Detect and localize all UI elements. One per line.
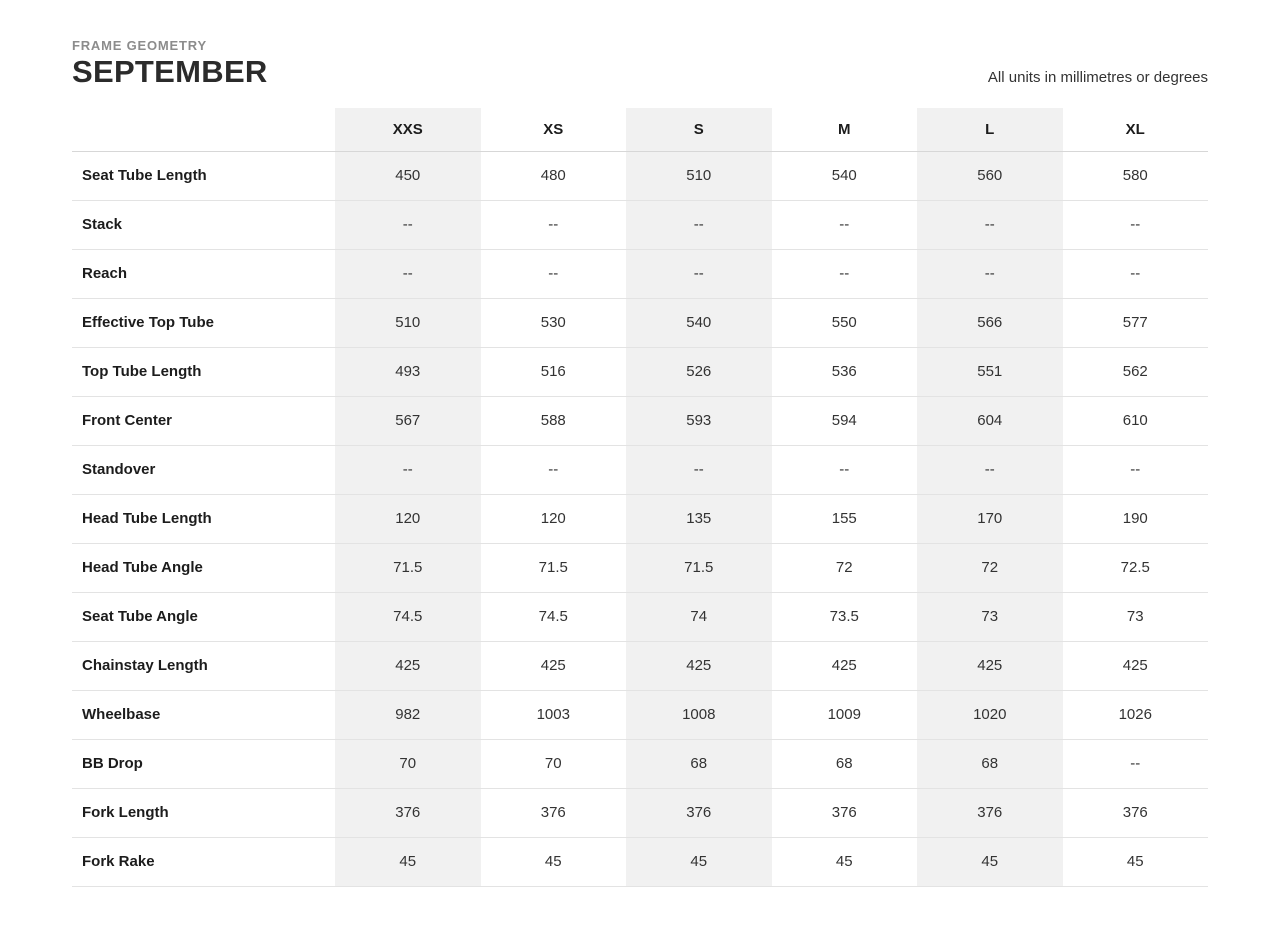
cell-value: 1008: [626, 690, 772, 739]
cell-value: --: [917, 200, 1063, 249]
cell-value: 593: [626, 396, 772, 445]
row-label: Wheelbase: [82, 706, 161, 724]
cell-value: 1020: [917, 690, 1063, 739]
corner-cell: [72, 108, 335, 151]
cell-value: 425: [917, 641, 1063, 690]
cell-value: 68: [626, 739, 772, 788]
cell-value: --: [839, 461, 850, 479]
cell-value: 45: [917, 837, 1063, 886]
row-label: Fork Length: [82, 804, 169, 822]
cell-value: 376: [335, 788, 481, 837]
frame-geometry-eyebrow: FRAME GEOMETRY: [72, 38, 207, 53]
table-row: [72, 249, 1208, 298]
cell-value: 480: [540, 167, 566, 185]
cell-value: 45: [544, 853, 562, 871]
cell-value: 74.5: [538, 608, 568, 626]
cell-value: 120: [335, 494, 481, 543]
cell-value: 510: [335, 298, 481, 347]
cell-value: --: [335, 445, 481, 494]
page-header: [72, 38, 1208, 89]
size-header-xxs: XXS: [335, 108, 481, 151]
cell-value: --: [548, 216, 559, 234]
cell-value: --: [839, 265, 850, 283]
cell-value: 425: [626, 641, 772, 690]
cell-value: 45: [835, 853, 853, 871]
cell-value: 68: [917, 739, 1063, 788]
table-row: [72, 690, 1208, 739]
cell-value: 560: [917, 151, 1063, 200]
table-row: [72, 592, 1208, 641]
table-row: [72, 347, 1208, 396]
cell-value: --: [1130, 216, 1141, 234]
cell-value: 516: [540, 363, 566, 381]
cell-value: 73.5: [829, 608, 859, 626]
cell-value: --: [839, 216, 850, 234]
row-label: Head Tube Length: [82, 510, 212, 528]
cell-value: 493: [335, 347, 481, 396]
size-header-m: M: [772, 108, 918, 151]
cell-value: 45: [1126, 853, 1144, 871]
row-label: Effective Top Tube: [82, 314, 214, 332]
cell-value: 45: [335, 837, 481, 886]
table-row: [72, 298, 1208, 347]
units-note: All units in millimetres or degrees: [987, 69, 1208, 87]
row-label: Head Tube Angle: [82, 559, 203, 577]
page-title: SEPTEMBER: [72, 54, 268, 89]
cell-value: 71.5: [335, 543, 481, 592]
cell-value: --: [1130, 461, 1141, 479]
title-block: [72, 38, 268, 89]
cell-value: 580: [1122, 167, 1148, 185]
geometry-table-head: [72, 108, 1208, 151]
row-label: BB Drop: [82, 755, 143, 773]
cell-value: --: [548, 461, 559, 479]
row-label: Top Tube Length: [82, 363, 202, 381]
cell-value: 155: [831, 510, 857, 528]
row-label: Seat Tube Angle: [82, 608, 198, 626]
cell-value: 190: [1122, 510, 1148, 528]
row-label: Front Center: [82, 412, 172, 430]
cell-value: 45: [626, 837, 772, 886]
cell-value: --: [335, 249, 481, 298]
cell-value: 71.5: [538, 559, 568, 577]
cell-value: 566: [917, 298, 1063, 347]
cell-value: --: [626, 200, 772, 249]
cell-value: 72: [835, 559, 853, 577]
size-header-l: L: [917, 108, 1063, 151]
cell-value: 170: [917, 494, 1063, 543]
cell-value: 551: [917, 347, 1063, 396]
cell-value: 74: [626, 592, 772, 641]
cell-value: --: [335, 200, 481, 249]
cell-value: 540: [626, 298, 772, 347]
cell-value: 450: [335, 151, 481, 200]
cell-value: 577: [1122, 314, 1148, 332]
table-row: [72, 641, 1208, 690]
table-row: [72, 837, 1208, 886]
row-label: Seat Tube Length: [82, 167, 207, 185]
cell-value: --: [626, 445, 772, 494]
cell-value: 376: [540, 804, 566, 822]
cell-value: 70: [544, 755, 562, 773]
cell-value: 71.5: [626, 543, 772, 592]
cell-value: 982: [335, 690, 481, 739]
row-label: Reach: [82, 265, 128, 283]
cell-value: 604: [917, 396, 1063, 445]
geometry-table-body: [72, 151, 1208, 886]
row-label: Chainstay Length: [82, 657, 208, 675]
cell-value: 536: [831, 363, 857, 381]
row-label: Stack: [82, 216, 123, 234]
table-row: [72, 445, 1208, 494]
table-row: [72, 200, 1208, 249]
cell-value: --: [1130, 755, 1141, 773]
table-row: [72, 494, 1208, 543]
cell-value: 567: [335, 396, 481, 445]
cell-value: 1009: [827, 706, 861, 724]
table-row: [72, 396, 1208, 445]
cell-value: 1003: [536, 706, 570, 724]
cell-value: 73: [917, 592, 1063, 641]
cell-value: --: [1130, 265, 1141, 283]
cell-value: 550: [831, 314, 857, 332]
cell-value: 68: [835, 755, 853, 773]
table-row: [72, 151, 1208, 200]
cell-value: 376: [831, 804, 857, 822]
cell-value: 376: [1122, 804, 1148, 822]
cell-value: 1026: [1118, 706, 1152, 724]
size-header-row: [72, 108, 1208, 151]
size-header-s: S: [626, 108, 772, 151]
cell-value: --: [548, 265, 559, 283]
frame-geometry-table: [72, 108, 1208, 887]
cell-value: --: [626, 249, 772, 298]
cell-value: 540: [831, 167, 857, 185]
cell-value: 376: [626, 788, 772, 837]
cell-value: 425: [540, 657, 566, 675]
cell-value: 510: [626, 151, 772, 200]
cell-value: 73: [1126, 608, 1144, 626]
size-header-xs: XS: [481, 108, 627, 151]
cell-value: 70: [335, 739, 481, 788]
table-row: [72, 739, 1208, 788]
size-header-xl: XL: [1063, 108, 1209, 151]
table-row: [72, 788, 1208, 837]
cell-value: 425: [831, 657, 857, 675]
cell-value: 376: [917, 788, 1063, 837]
cell-value: 120: [540, 510, 566, 528]
cell-value: 610: [1122, 412, 1148, 430]
cell-value: 588: [540, 412, 566, 430]
cell-value: 72: [917, 543, 1063, 592]
row-label: Standover: [82, 461, 156, 479]
cell-value: 526: [626, 347, 772, 396]
cell-value: 425: [1122, 657, 1148, 675]
cell-value: 72.5: [1120, 559, 1150, 577]
cell-value: 135: [626, 494, 772, 543]
row-label: Fork Rake: [82, 853, 155, 871]
cell-value: 425: [335, 641, 481, 690]
cell-value: 562: [1122, 363, 1148, 381]
cell-value: 594: [831, 412, 857, 430]
cell-value: 74.5: [335, 592, 481, 641]
table-row: [72, 543, 1208, 592]
cell-value: 530: [540, 314, 566, 332]
cell-value: --: [917, 249, 1063, 298]
cell-value: --: [917, 445, 1063, 494]
